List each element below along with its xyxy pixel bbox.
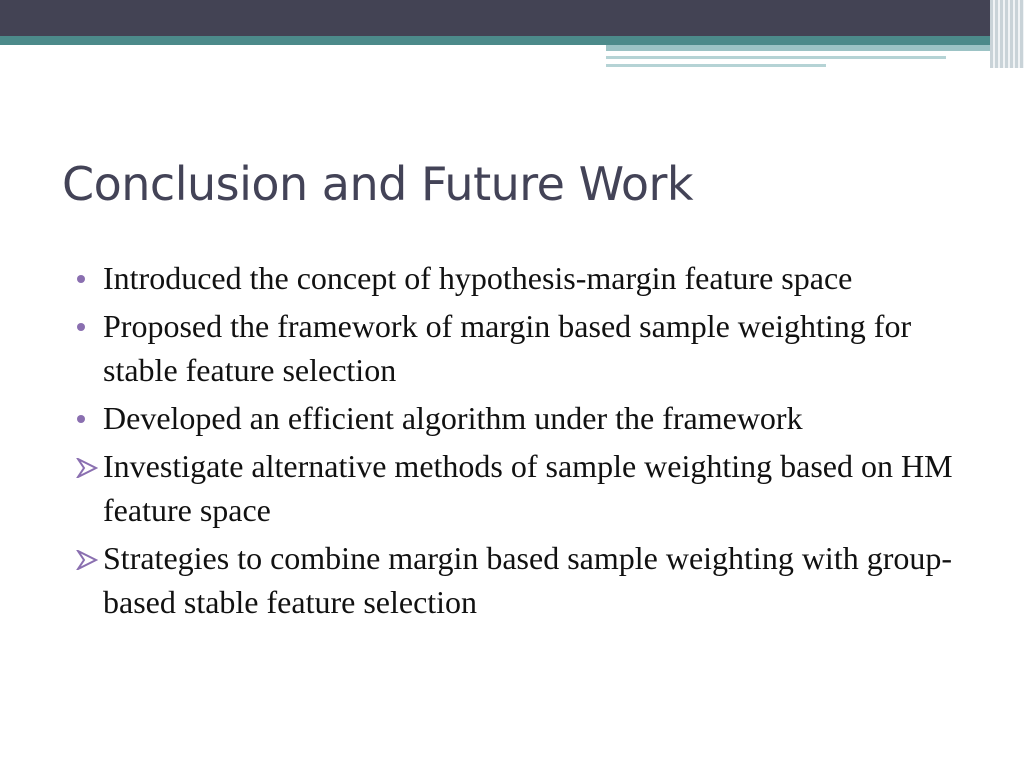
bullet-dot-icon [72, 256, 102, 300]
bullet-text: Strategies to combine margin based sample weighting with group-based stable feature selection [103, 540, 953, 620]
bullet-text: Developed an efficient algorithm under the framework [103, 400, 803, 436]
bullet-text: Introduced the concept of hypothesis-margin feature space [103, 260, 853, 296]
arrow-bullet-icon [76, 536, 106, 580]
bullet-item [72, 256, 963, 300]
bullet-item [72, 444, 963, 532]
header-accent-line [606, 56, 946, 59]
bullet-dot-icon [72, 396, 102, 440]
header-stripes [990, 0, 1024, 68]
bullet-text: Investigate alternative methods of sample weighting based on HM feature space [103, 448, 953, 528]
bullet-item [72, 304, 963, 392]
header-dark-bar [0, 0, 1024, 36]
bullet-text: Proposed the framework of margin based sample weighting for stable feature selection [103, 308, 912, 388]
header-accent-line [606, 64, 826, 67]
bullet-item [72, 536, 963, 624]
bullet-list [72, 256, 972, 628]
arrow-bullet-icon [76, 444, 106, 488]
header-teal-bar [0, 36, 1024, 45]
slide-title: Conclusion and Future Work [62, 157, 694, 211]
bullet-dot-icon [72, 304, 102, 348]
header-accent-bar [606, 45, 1024, 51]
bullet-item [72, 396, 963, 440]
